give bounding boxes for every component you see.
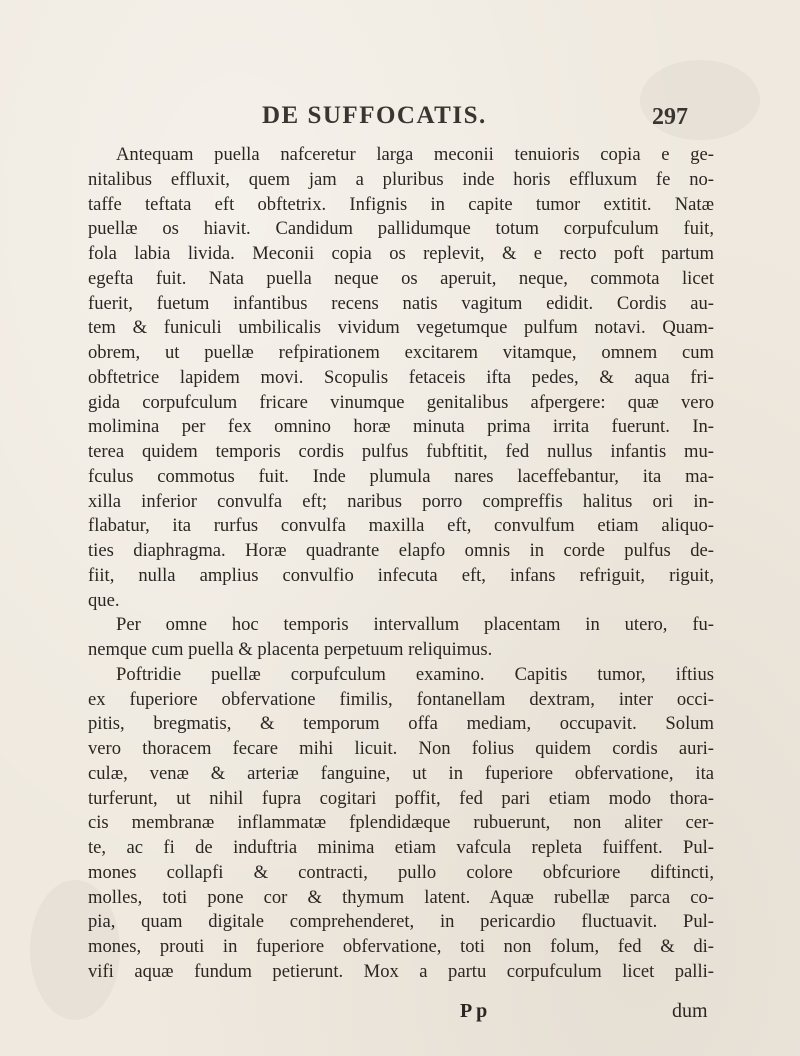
paragraph: [88, 613, 714, 663]
text-line: cis membranæ inflammatæ fplendidæque rubuerunt, non aliter cer-: [88, 812, 714, 834]
text-line: fola labia livida. Meconii copia os replevit, & e recto poft partum: [88, 243, 714, 264]
text-line: pia, quam digitale comprehenderet, in pericardio fluctuavit. Pul-: [88, 911, 714, 933]
paragraph: [88, 663, 714, 985]
text-line: gida corpufculum fricare vinumque genitalibus afpergere: quæ vero: [88, 391, 714, 413]
text-line: egefta fuit. Nata puella neque os aperuit, neque, commota licet: [88, 267, 714, 289]
signature-mark: P p: [460, 1000, 488, 1022]
text-line: Poftridie puellæ corpufculum examino. Capitis tumor, iftius: [116, 663, 714, 685]
text-line: molles, toti pone cor & thymum latent. Aquæ rubellæ parca co-: [88, 886, 714, 908]
text-line: ties diaphragma. Horæ quadrante elapfo omnis in corde pulfus de-: [88, 540, 714, 561]
text-line: fculus commotus fuit. Inde plumula nares laceffebantur, ita ma-: [88, 465, 714, 487]
text-line: te, ac fi de induftria minima etiam vafcula repleta fuiffent. Pul-: [88, 837, 714, 858]
text-line: molimina per fex omnino horæ minuta prima irrita fuerunt. In-: [88, 416, 714, 438]
text-line: turferunt, ut nihil fupra cogitari poffit, fed pari etiam modo thora-: [88, 787, 714, 809]
text-line: tem & funiculi umbilicalis vividum vegetumque pulfum notavi. Quam-: [88, 317, 714, 339]
text-line: obftetrice lapidem movi. Scopulis fetaceis ifta pedes, & aqua fri-: [88, 366, 714, 388]
text-line: vero thoracem fecare mihi licuit. Non folius quidem cordis auri-: [88, 738, 714, 759]
text-line: xilla inferior convulfa eft; naribus porro compreffis halitus ori in-: [88, 490, 714, 512]
page-footer: [0, 1000, 800, 1030]
text-line: Antequam puella nafceretur larga meconii tenuioris copia e ge-: [116, 144, 714, 165]
text-line: obrem, ut puellæ refpirationem excitarem vitamque, omnem cum: [88, 342, 714, 363]
text-line: puellæ os hiavit. Candidum pallidumque totum corpufculum fuit,: [88, 218, 714, 240]
text-line: pitis, bregmatis, & temporum offa mediam, occupavit. Solum: [88, 713, 714, 735]
text-line: mones, prouti in fuperiore obfervatione, toti non folum, fed & di-: [88, 936, 714, 957]
text-line: terea quidem temporis cordis pulfus fubftitit, fed nullus infantis mu-: [88, 441, 714, 462]
catchword: dum: [672, 1000, 708, 1022]
text-line: Per omne hoc temporis intervallum placentam in utero, fu-: [116, 614, 714, 636]
paragraph: [88, 143, 714, 613]
page-number: 297: [652, 104, 688, 130]
text-line: fuerit, fuetum infantibus recens natis vagitum edidit. Cordis au-: [88, 292, 714, 314]
text-line: fiit, nulla amplius convulfio infecuta eft, infans refriguit, riguit,: [88, 564, 714, 586]
body-text: [88, 143, 714, 1023]
text-line: vifi aquæ fundum petierunt. Mox a partu corpufculum licet palli-: [88, 960, 714, 982]
text-line: culæ, venæ & arteriæ fanguine, ut in fuperiore obfervatione, ita: [88, 762, 714, 784]
text-line: taffe teftata eft obftetrix. Infignis in capite tumor extitit. Natæ: [88, 193, 714, 215]
text-line: nemque cum puella & placenta perpetuum reliquimus.: [88, 639, 493, 660]
text-line: nitalibus effluxit, quem jam a pluribus inde horis effluxum fe no-: [88, 168, 714, 190]
text-line: flabatur, ita rurfus convulfa maxilla eft, convulfum etiam aliquo-: [88, 515, 714, 537]
text-line: mones collapfi & contracti, pullo colore obfcuriore diftincti,: [88, 861, 714, 883]
text-line: ex fuperiore obfervatione fimilis, fontanellam dextram, inter occi-: [88, 688, 714, 710]
running-head: [0, 102, 800, 142]
text-line: que.: [88, 589, 120, 611]
running-title: DE SUFFOCATIS.: [262, 102, 487, 129]
